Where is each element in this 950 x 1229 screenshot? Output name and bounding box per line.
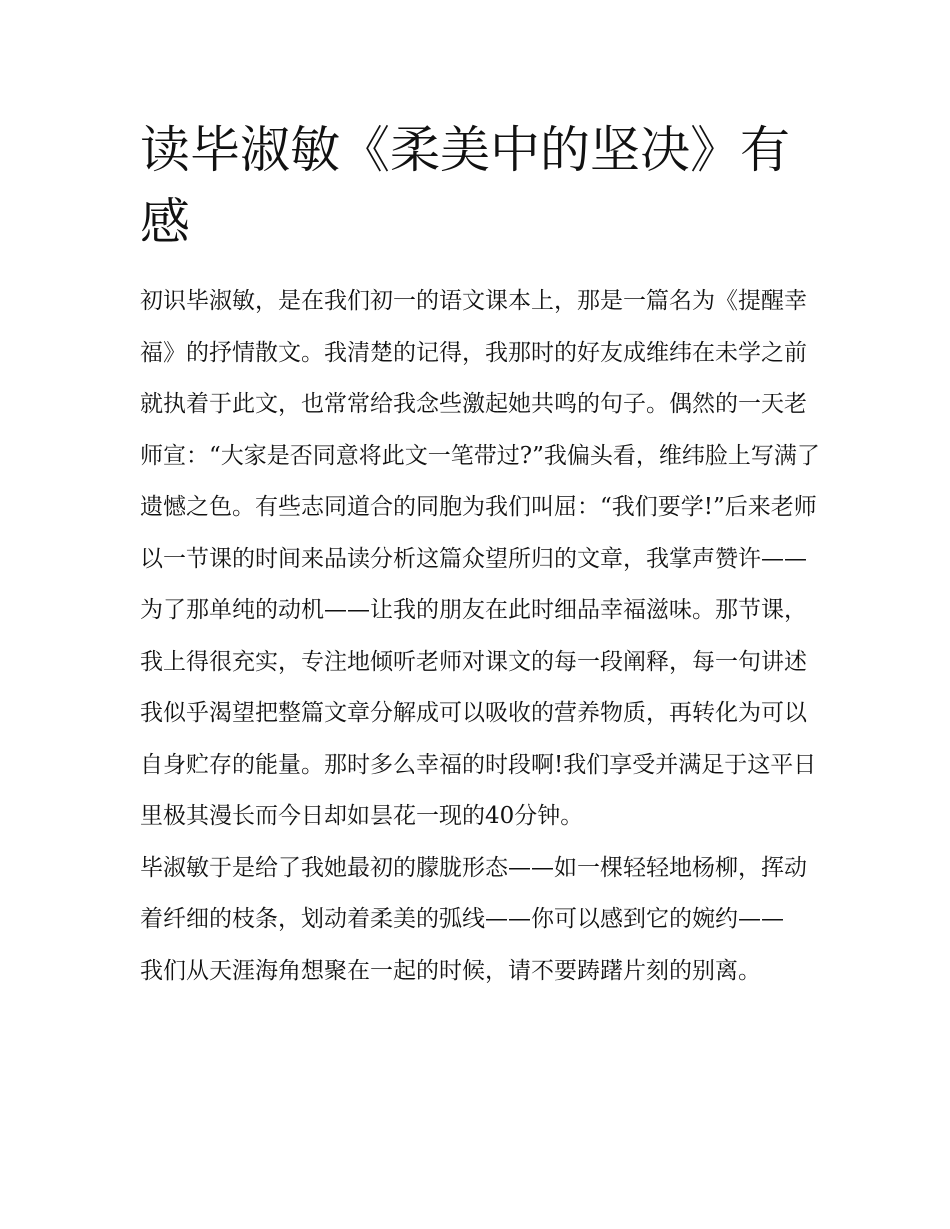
document-title: 读毕淑敏《柔美中的坚决》有感 [140, 121, 790, 251]
paragraph-2: 毕淑敏于是给了我她最初的朦胧形态——如一棵轻轻地杨柳，挥动着纤细的枝条，划动着柔美的弧线——你可以感到它的婉约—— [140, 854, 807, 932]
paragraph-1: 初识毕淑敏，是在我们初一的语文课本上，那是一篇名为《提醒幸福》的抒情散文。我清楚的记得，我那时的好友成维纬在未学之前就执着于此文，也常常给我念些激起她共鸣的句子。偶然的一天老师宣：“大家是否同意将此文一笔带过?”我偏头看，维纬脸上写满了遗憾之色。有些志同道合的同胞为我们叫屈：“我们要学!”后来老师以一节课的时间来品读分析这篇众望所归的文章，我掌声赞许——为了那单纯的动机——让我的朋友在此时细品幸福滋味。那节课，我上得很充实，专注地倾听老师对课文的每一段阐释，每一句讲述我似乎渴望把整篇文章分解成可以吸收的营养物质，再转化为可以自身贮存的能量。那时多么幸福的时段啊!我们享受并满足于这平日里极其漫长而今日却如昙花一现的40分钟。 [140, 288, 820, 829]
document-body [140, 276, 820, 997]
paragraph-3: 我们从天涯海角想聚在一起的时候，请不要踌躇片刻的别离。 [140, 957, 761, 984]
